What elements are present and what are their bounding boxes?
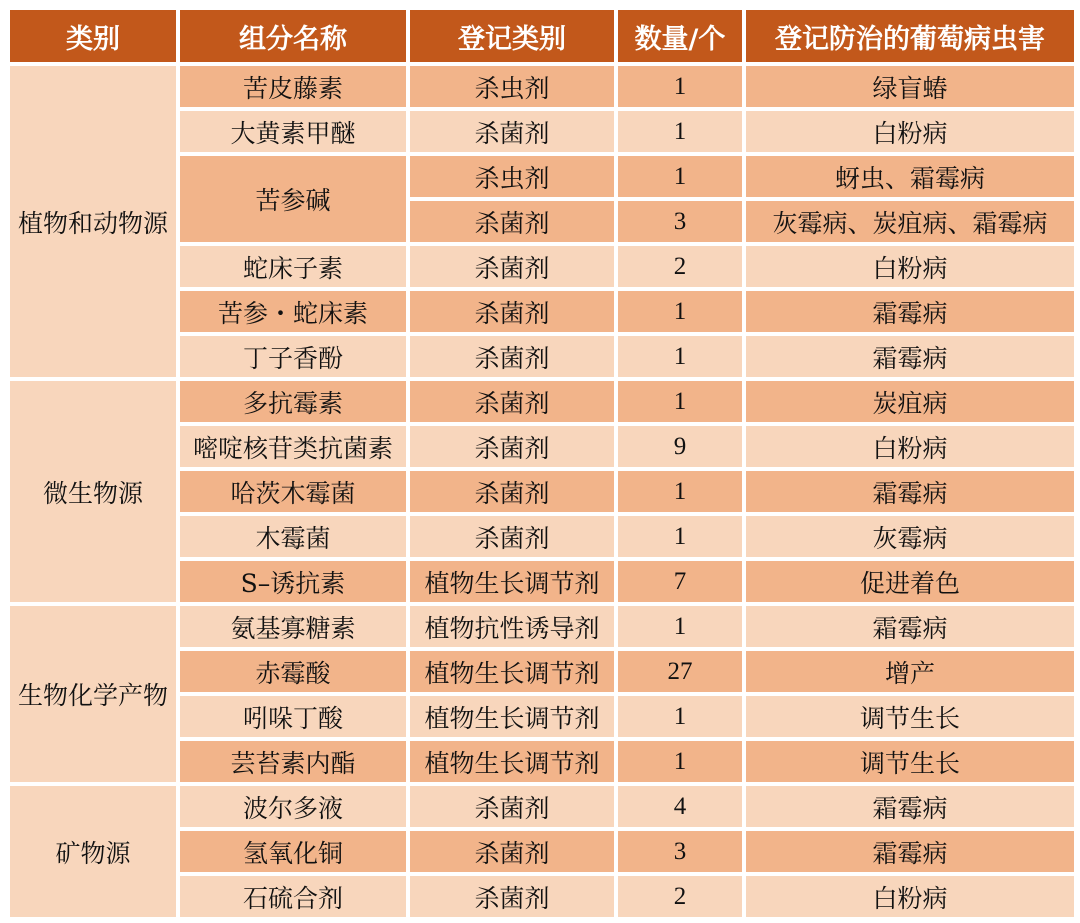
header-count: 数量/个 [618, 10, 742, 62]
count-cell: 2 [618, 876, 742, 917]
table-row [10, 606, 1074, 647]
component-name-cell: 大黄素甲醚 [180, 111, 406, 152]
registration-type-cell: 植物生长调节剂 [410, 561, 614, 602]
component-name-cell: 赤霉酸 [180, 651, 406, 692]
registration-type-cell: 植物抗性诱导剂 [410, 606, 614, 647]
component-name-cell: 木霉菌 [180, 516, 406, 557]
target-pest-cell: 白粉病 [746, 111, 1074, 152]
registration-type-cell: 杀虫剂 [410, 66, 614, 107]
registration-type-cell: 植物生长调节剂 [410, 651, 614, 692]
registration-type-cell: 植物生长调节剂 [410, 696, 614, 737]
target-pest-cell: 霜霉病 [746, 606, 1074, 647]
component-name-cell: 哈茨木霉菌 [180, 471, 406, 512]
component-name-cell: 苦皮藤素 [180, 66, 406, 107]
table-row [10, 381, 1074, 422]
target-pest-cell: 调节生长 [746, 741, 1074, 782]
category-cell: 植物和动物源 [10, 66, 176, 377]
header-component-name: 组分名称 [180, 10, 406, 62]
target-pest-cell: 白粉病 [746, 246, 1074, 287]
target-pest-cell: 霜霉病 [746, 786, 1074, 827]
registration-type-cell: 杀菌剂 [410, 111, 614, 152]
count-cell: 9 [618, 426, 742, 467]
component-name-cell: 苦参碱 [180, 156, 406, 242]
category-cell: 生物化学产物 [10, 606, 176, 782]
registration-type-cell: 杀菌剂 [410, 786, 614, 827]
registration-type-cell: 杀菌剂 [410, 381, 614, 422]
count-cell: 1 [618, 156, 742, 197]
registration-type-cell: 杀菌剂 [410, 471, 614, 512]
count-cell: 1 [618, 336, 742, 377]
target-pest-cell: 白粉病 [746, 876, 1074, 917]
registration-type-cell: 杀菌剂 [410, 336, 614, 377]
registration-type-cell: 杀虫剂 [410, 156, 614, 197]
component-name-cell: 氢氧化铜 [180, 831, 406, 872]
registration-type-cell: 植物生长调节剂 [410, 741, 614, 782]
component-name-cell: 氨基寡糖素 [180, 606, 406, 647]
target-pest-cell: 霜霉病 [746, 291, 1074, 332]
header-category: 类别 [10, 10, 176, 62]
target-pest-cell: 霜霉病 [746, 471, 1074, 512]
target-pest-cell: 绿盲蝽 [746, 66, 1074, 107]
count-cell: 1 [618, 471, 742, 512]
table-row [10, 66, 1074, 107]
category-cell: 微生物源 [10, 381, 176, 602]
header-registration-type: 登记类别 [410, 10, 614, 62]
component-name-cell: 嘧啶核苷类抗菌素 [180, 426, 406, 467]
pesticide-registration-table [6, 6, 1078, 921]
component-name-cell: 波尔多液 [180, 786, 406, 827]
registration-type-cell: 杀菌剂 [410, 201, 614, 242]
registration-type-cell: 杀菌剂 [410, 426, 614, 467]
target-pest-cell: 蚜虫、霜霉病 [746, 156, 1074, 197]
count-cell: 1 [618, 66, 742, 107]
count-cell: 3 [618, 831, 742, 872]
target-pest-cell: 炭疽病 [746, 381, 1074, 422]
count-cell: 1 [618, 696, 742, 737]
registration-type-cell: 杀菌剂 [410, 291, 614, 332]
component-name-cell: S–诱抗素 [180, 561, 406, 602]
registration-type-cell: 杀菌剂 [410, 246, 614, 287]
component-name-cell: 吲哚丁酸 [180, 696, 406, 737]
target-pest-cell: 调节生长 [746, 696, 1074, 737]
count-cell: 1 [618, 606, 742, 647]
target-pest-cell: 增产 [746, 651, 1074, 692]
registration-type-cell: 杀菌剂 [410, 516, 614, 557]
target-pest-cell: 灰霉病 [746, 516, 1074, 557]
target-pest-cell: 霜霉病 [746, 831, 1074, 872]
table-header-row [10, 10, 1074, 62]
target-pest-cell: 促进着色 [746, 561, 1074, 602]
header-target-pest: 登记防治的葡萄病虫害 [746, 10, 1074, 62]
category-cell: 矿物源 [10, 786, 176, 917]
count-cell: 1 [618, 111, 742, 152]
table-row [10, 786, 1074, 827]
count-cell: 7 [618, 561, 742, 602]
component-name-cell: 石硫合剂 [180, 876, 406, 917]
count-cell: 27 [618, 651, 742, 692]
registration-type-cell: 杀菌剂 [410, 831, 614, 872]
component-name-cell: 芸苔素内酯 [180, 741, 406, 782]
count-cell: 1 [618, 291, 742, 332]
count-cell: 1 [618, 381, 742, 422]
count-cell: 3 [618, 201, 742, 242]
component-name-cell: 苦参・蛇床素 [180, 291, 406, 332]
target-pest-cell: 灰霉病、炭疽病、霜霉病 [746, 201, 1074, 242]
count-cell: 1 [618, 741, 742, 782]
registration-type-cell: 杀菌剂 [410, 876, 614, 917]
count-cell: 4 [618, 786, 742, 827]
component-name-cell: 多抗霉素 [180, 381, 406, 422]
count-cell: 1 [618, 516, 742, 557]
target-pest-cell: 白粉病 [746, 426, 1074, 467]
component-name-cell: 蛇床子素 [180, 246, 406, 287]
target-pest-cell: 霜霉病 [746, 336, 1074, 377]
component-name-cell: 丁子香酚 [180, 336, 406, 377]
count-cell: 2 [618, 246, 742, 287]
